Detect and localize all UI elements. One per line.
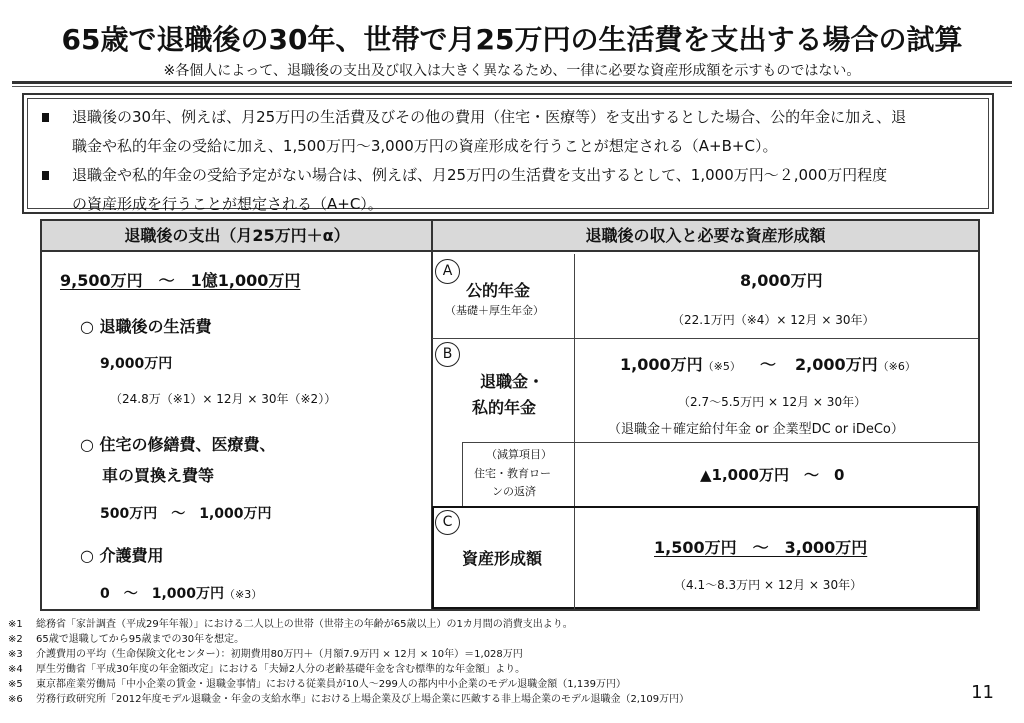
- header-rule-thin: [12, 86, 1012, 87]
- retirement-benefit-detail: （2.7～5.5万円 × 12月 × 30年）: [678, 395, 867, 409]
- deduction-label-2: ンの返済: [492, 485, 536, 498]
- care-cost-label: ○ 介護費用: [80, 546, 164, 565]
- living-cost-detail: （24.8万（※1）× 12月 × 30年（※2））: [110, 392, 337, 406]
- summary-item: 退職金や私的年金の受給予定がない場合は、例えば、月25万円の生活費を支出するとして、1,000万円～２,000万円程度 の資産形成を行うことが想定される（A+C）。: [42, 161, 978, 219]
- housing-medical-label: ○ 住宅の修繕費、医療費、: [80, 435, 276, 454]
- square-bullet-icon: [42, 171, 49, 180]
- expense-total: 9,500万円 ～ 1億1,000万円: [60, 271, 301, 290]
- footnote: ※4 厚生労働省「平成30年度の年金額改定」における「夫婦2人分の老齢基礎年金を含む標準的な年金額」より。: [8, 664, 526, 675]
- footnote: ※5 東京都産業労働局「中小企業の賃金・退職金事情」における従業員が10人～299人の都内中小企業のモデル退職金額（1,139万円）: [8, 679, 626, 690]
- retirement-benefit-label-2: 私的年金: [472, 398, 537, 417]
- summary-box: [22, 93, 994, 214]
- living-cost-label: ○ 退職後の生活費: [80, 317, 212, 336]
- footnote: ※6 労務行政研究所「2012年度モデル退職金・年金の支給水準」における上場企業及び上場企業に匹敵する非上場企業のモデル退職金（2,109万円）: [8, 694, 690, 705]
- deduction-label: 住宅・教育ロー: [474, 467, 551, 480]
- care-cost-amount: 0 ～ 1,000万円（※3）: [100, 586, 263, 602]
- living-cost-amount: 9,000万円: [100, 356, 173, 372]
- public-pension-sub: （基礎＋厚生年金）: [445, 304, 544, 317]
- circle-c-icon: C: [435, 510, 460, 535]
- page-title: 65歳で退職後の30年、世帯で月25万円の生活費を支出する場合の試算: [61, 23, 963, 56]
- housing-medical-label-2: 車の買換え費等: [102, 466, 215, 485]
- footnote: ※3 介護費用の平均（生命保険文化センター）：初期費用80万円＋（月額7.9万円 × 12月 × 10年）＝1,028万円: [8, 649, 523, 660]
- square-bullet-icon: [42, 113, 49, 122]
- public-pension-detail: （22.1万円（※4）× 12月 × 30年）: [672, 313, 875, 327]
- footnote: ※2 65歳で退職してから95歳までの30年を想定。: [8, 634, 245, 645]
- footnote: ※1 総務省「家計調査（平成29年年報）」における二人以上の世帯（世帯主の年齢が65歳以上）の1カ月間の消費支出より。: [8, 619, 573, 630]
- deduction-title: （減算項目）: [486, 448, 552, 461]
- asset-formation-label: 資産形成額: [462, 549, 543, 568]
- public-pension-amount: 8,000万円: [740, 271, 823, 290]
- summary-item: 退職後の30年、例えば、月25万円の生活費及びその他の費用（住宅・医療等）を支出するとした場合、公的年金に加え、退 職金や私的年金の受給に加え、1,500万円～3,000万円の資産形成を行うことが想定される（A+B+C）。: [42, 103, 978, 161]
- asset-formation-detail: （4.1～8.3万円 × 12月 × 30年）: [674, 578, 863, 592]
- retirement-benefit-detail-2: （退職金＋確定給付年金 or 企業型DC or iDeCo）: [608, 422, 904, 437]
- housing-medical-amount: 500万円 ～ 1,000万円: [100, 506, 272, 522]
- deduction-amount: ▲1,000万円 ～ 0: [700, 466, 845, 484]
- asset-formation-amount: 1,500万円 ～ 3,000万円: [654, 538, 868, 557]
- expense-header: 退職後の支出（月25万円＋α）: [42, 221, 432, 252]
- circle-b-icon: B: [435, 342, 460, 367]
- header-rule: [12, 81, 1012, 84]
- retirement-benefit-amount: 1,000万円（※5） ～ 2,000万円（※6）: [620, 355, 916, 374]
- page-number: 11: [971, 682, 994, 703]
- estimate-table: [40, 219, 980, 611]
- circle-a-icon: A: [435, 259, 460, 284]
- retirement-benefit-label: 退職金・: [480, 372, 545, 391]
- public-pension-label: 公的年金: [466, 281, 531, 300]
- page-note: ※各個人によって、退職後の支出及び収入は大きく異なるため、一律に必要な資産形成額を示すものではない。: [163, 63, 861, 79]
- income-header: 退職後の収入と必要な資産形成額: [433, 221, 978, 252]
